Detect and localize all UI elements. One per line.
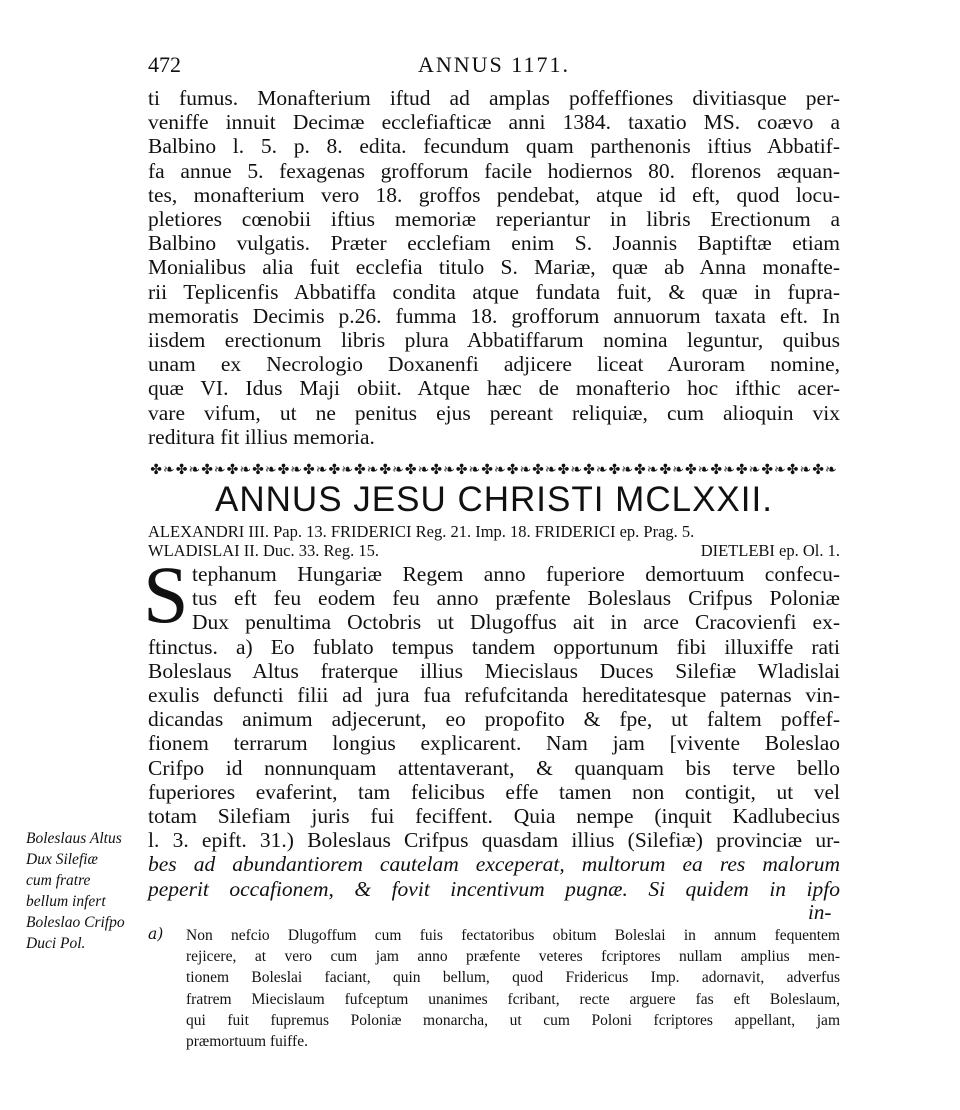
- margin-note-line: Boleslaus Altus: [26, 830, 122, 847]
- text-line: exulis defuncti filii ad jura fua refufcitanda hereditatesque paternas vin-: [148, 683, 840, 708]
- text-line: Balbino vulgatis. Præter ecclefiam enim S. Joannis Baptiftæ etiam: [148, 231, 840, 256]
- text-line: bes ad abundantiorem cautelam exceperat, multorum ea res malorum: [148, 852, 840, 877]
- text-line: tus eft feu eodem feu anno præfente Boleslaus Crifpus Poloniæ: [192, 586, 840, 611]
- running-head: ANNUS 1171.: [418, 52, 570, 77]
- text-line: quæ VI. Idus Maji obiit. Atque hæc de monafterio hoc ifthic acer-: [148, 376, 840, 401]
- main-paragraph: [148, 562, 840, 901]
- text-line: Crifpo id nonnunquam attentaverant, & quanquam bis terve bello: [148, 755, 840, 780]
- text-line: memoratis Decimis p.26. fumma 18. grofforum annuorum taxata eft. In: [148, 303, 840, 328]
- text-line: fionem terrarum longius explicarent. Nam jam [vivente Boleslao: [148, 731, 840, 756]
- margin-note-line: bellum infert: [26, 893, 106, 910]
- page-number: 472: [148, 52, 181, 77]
- footnote-line: fratrem Miecislaum fufceptum unanimes fcribant, recte arguere fas eft Boleslaum,: [186, 990, 840, 1008]
- text-line: pletiores cœnobii iftius memoriæ reperiantur in libris Erectionum a: [148, 207, 840, 232]
- text-line: ftinctus. a) Eo fublato tempus tandem opportunum fibi illuxiffe rati: [148, 634, 840, 659]
- margin-note-line: Duci Pol.: [26, 935, 86, 952]
- footnote-line: qui fuit fupremus Poloniæ monarcha, ut cum Poloni fcriptores appellant, jam: [186, 1011, 840, 1029]
- footnote-line: præmortuum fuiffe.: [186, 1033, 308, 1051]
- text-line: ti fumus. Monafterium iftud ad amplas poffeffiones divitiasque per-: [148, 86, 840, 110]
- text-line: dicandas animum adjecerunt, eo propofito & fpe, ut faltem poffef-: [148, 707, 840, 732]
- text-line: Dux penultima Octobris ut Dlugoffus ait in arce Cracovienfi ex-: [192, 610, 840, 635]
- text-line: rii Teplicenfis Abbatiffa condita atque fundata fuit, & quæ in fupra-: [148, 279, 840, 304]
- margin-note: [26, 828, 144, 954]
- margin-note-line: Boleslao Crifpo: [26, 914, 125, 931]
- text-line: l. 3. epift. 31.) Boleslaus Crifpus quasdam illius (Silefiæ) provinciæ ur-: [148, 828, 840, 853]
- text-line: tephanum Hungariæ Regem anno fuperiore demortuum confecu-: [192, 562, 840, 586]
- text-line: fa annue 5. fexagenas grofforum facile hodiernos 80. florenos æquan-: [148, 158, 840, 183]
- text-line: reditura fit illius memoria.: [148, 424, 375, 449]
- regnal-text: DIETLEBI ep. Ol. 1.: [700, 541, 840, 560]
- regnal-text: WLADISLAI II. Duc. 33. Reg. 15.: [148, 541, 379, 560]
- text-line: peperit occafionem, & fovit incentivum pugnæ. Si quidem in ipfo: [148, 876, 840, 901]
- text-line: Balbino l. 5. p. 8. edita. fecundum quam parthenonis iftius Abbatif-: [148, 134, 840, 159]
- footnote-line: Non nefcio Dlugoffum cum fuis fectatoribus obitum Boleslai in annum fequentem: [186, 927, 840, 944]
- footnote: [148, 925, 840, 1052]
- text-line: unam ex Necrologio Doxanenfi adjicere liceat Auroram nomine,: [148, 352, 840, 377]
- margin-note-line: Dux Silefiæ: [26, 851, 98, 868]
- page-header: [148, 52, 840, 80]
- text-line: Boleslaus Altus fraterque illius Miecislaus Duces Silefiæ Wladislai: [148, 658, 840, 683]
- regnal-text: ALEXANDRI III. Pap. 13. FRIDERICI Reg. 21. Imp. 18. FRIDERICI ep. Prag. 5.: [148, 522, 695, 541]
- text-line: vare vifum, ut ne penitus ejus pereant reliquiæ, cum alioquin vix: [148, 400, 840, 425]
- margin-note-line: cum fratre: [26, 872, 91, 889]
- footnote-line: rejicere, at vero cum jam anno præfente veteres fcriptores nullam amplius men-: [186, 948, 840, 966]
- ornamental-divider: ✤❧✤❧✤❧✤❧✤❧✤❧✤❧✤❧✤❧✤❧✤❧✤❧✤❧✤❧✤❧✤❧✤❧✤❧✤❧✤❧✤❧✤❧✤❧✤❧✤❧✤❧✤❧: [150, 462, 838, 478]
- drop-cap: S: [143, 549, 189, 640]
- text-line: Monialibus alia fuit ecclefia titulo S. Mariæ, quæ ab Anna monafte-: [148, 255, 840, 280]
- text-line: totam Silefiam juris fui feciffent. Quia nempe (inquit Kadlubecius: [148, 804, 840, 829]
- year-heading: ANNUS JESU CHRISTI MCLXXII.: [215, 480, 773, 519]
- footnote-line: tionem Boleslai faciant, quin bellum, quod Fridericus Imp. adornavit, adverfus: [186, 969, 840, 987]
- text-line: tes, monafterium vero 18. groffos pendebat, atque id eft, quod locu-: [148, 182, 840, 207]
- text-line: fuperiores evaferint, tam felicibus effe tamen non contigit, ut vel: [148, 779, 840, 804]
- footnote-mark: a): [148, 925, 164, 943]
- text-line: veniffe innuit Decimæ ecclefiafticæ anni 1384. taxatio MS. coævo a: [148, 110, 840, 135]
- catchword: in-: [808, 900, 832, 924]
- continued-paragraph: [148, 86, 840, 449]
- text-line: iisdem erectionum libris plura Abbatiffarum nomina leguntur, quibus: [148, 328, 840, 353]
